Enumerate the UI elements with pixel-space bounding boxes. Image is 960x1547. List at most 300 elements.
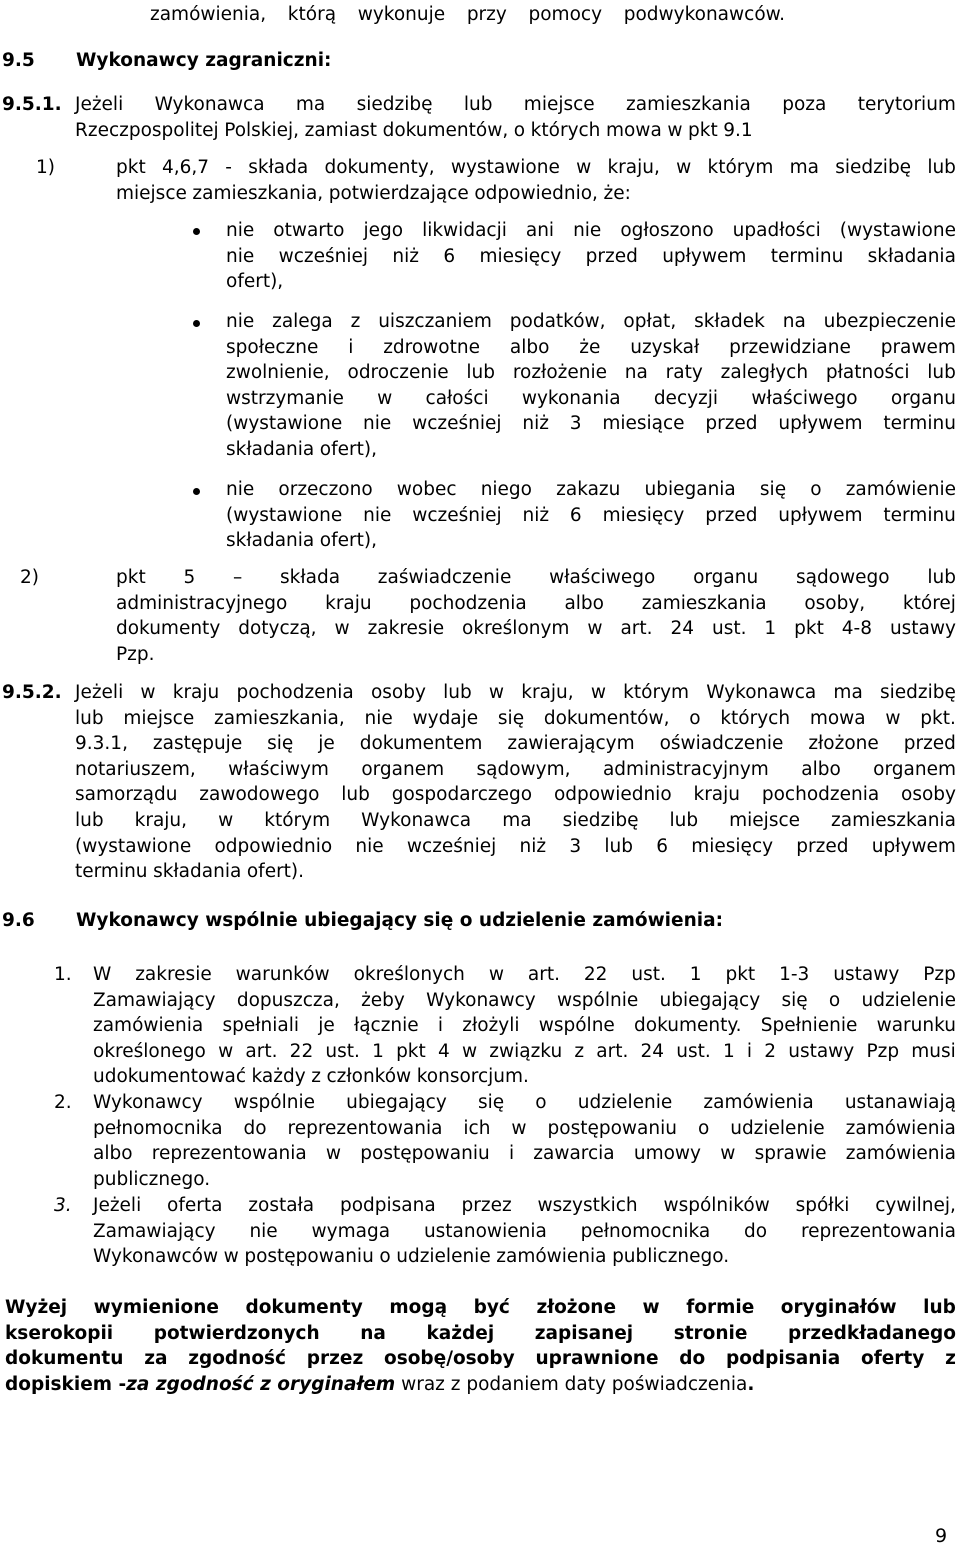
word: niego — [480, 479, 532, 500]
word: 2 — [764, 1040, 777, 1062]
word: wymaga — [311, 1220, 391, 1242]
word: o — [535, 1092, 547, 1113]
word: art. — [596, 1040, 629, 1062]
word: Zamawiający — [93, 1220, 216, 1242]
word: miesięcy — [479, 245, 562, 267]
word: łącznie — [353, 1015, 419, 1037]
word: pkt — [794, 618, 824, 639]
word: niż — [519, 835, 547, 857]
page-number: 9 — [935, 1525, 948, 1547]
word: się — [497, 707, 525, 729]
word: kraju, — [607, 157, 660, 178]
word: w — [511, 1117, 527, 1139]
bullet-icon — [193, 320, 200, 327]
word: przed — [903, 733, 956, 755]
word: lub — [341, 784, 370, 806]
list-item-number: 3. — [54, 1195, 72, 1216]
word: niż — [522, 413, 549, 434]
word: rozłożenie — [512, 362, 607, 383]
word: niż — [522, 504, 550, 526]
word: przed — [585, 245, 638, 267]
word: je — [318, 1015, 335, 1037]
word: odpowiednio — [553, 784, 672, 806]
word: pkt — [116, 157, 146, 178]
word: umowy — [633, 1143, 702, 1165]
word: lub — [443, 682, 472, 703]
word: samorządu — [75, 784, 178, 806]
word: wcześniej — [412, 504, 502, 526]
word: ich — [463, 1117, 491, 1139]
word: 6 — [656, 835, 668, 857]
word: żeby — [361, 989, 405, 1011]
word: upływem — [662, 245, 747, 267]
word: lub — [463, 94, 493, 115]
word: decyzji — [653, 387, 719, 409]
word: zamieszkania — [831, 810, 956, 831]
word: ustawy — [833, 964, 900, 985]
word: Wykonawców — [93, 1246, 219, 1268]
word: w — [223, 1246, 239, 1268]
list-item-line — [93, 1141, 956, 1167]
word: kraju, — [521, 682, 574, 703]
word: oświadczenie — [659, 733, 784, 755]
word: została — [248, 1195, 315, 1216]
word: przed — [705, 504, 758, 526]
word: postępowaniu — [244, 1246, 374, 1268]
word: Wyżej — [5, 1297, 68, 1318]
word: Spełnienie — [760, 1015, 858, 1037]
word: zamieszkania, — [192, 182, 324, 204]
word: dokumentu — [5, 1348, 124, 1370]
word: 1 — [372, 1040, 384, 1062]
word: którą — [287, 4, 337, 25]
word: 9.3.1, — [75, 733, 128, 755]
word: odpowiednio — [214, 835, 333, 857]
paragraph-9-5-2-line — [75, 808, 956, 834]
word: Zamawiający — [93, 989, 216, 1011]
word: organem — [361, 758, 445, 780]
word: ust. — [631, 964, 666, 985]
word: administracyjnym — [602, 758, 769, 780]
word: zamieszkania — [626, 94, 751, 115]
paragraph-9-5-1-line — [75, 118, 753, 144]
word: zamówienia — [496, 1246, 607, 1268]
word: osoby — [370, 682, 426, 703]
word: w — [218, 1040, 234, 1062]
word: członków — [326, 1066, 412, 1088]
word: udzielenie — [396, 1246, 491, 1268]
word: w — [676, 157, 692, 178]
word: zalega — [272, 311, 333, 332]
word: lub — [75, 707, 104, 729]
word: konsorcjum. — [416, 1066, 529, 1088]
word: których — [530, 119, 601, 141]
word: zwolnienie, — [226, 362, 330, 383]
word: składa — [248, 157, 309, 178]
word: lub — [604, 835, 633, 857]
word: w — [720, 1143, 736, 1165]
list-item-line — [93, 988, 956, 1014]
word: zakresie — [367, 618, 445, 639]
word: pomocy — [528, 4, 603, 25]
word: art. — [527, 964, 560, 985]
word: społeczne — [226, 336, 319, 358]
word: w — [488, 964, 504, 985]
word: nie — [364, 707, 393, 729]
word: 3 — [569, 413, 582, 434]
word: pochodzenia — [761, 784, 880, 806]
word: na — [360, 1322, 386, 1344]
word: do — [243, 1117, 267, 1139]
word: Jeżeli — [75, 94, 124, 115]
word: oferta — [167, 1195, 223, 1216]
word: Wykonawca — [154, 94, 265, 115]
word: siedzibę — [562, 810, 639, 831]
word: kraju — [325, 592, 372, 614]
word: poza — [782, 94, 827, 115]
word: nie — [226, 245, 255, 267]
bullet-item-3-line — [226, 477, 956, 503]
word: o — [513, 119, 526, 141]
word: w — [642, 1297, 660, 1318]
word: siedzibę — [879, 682, 956, 703]
word: 1 — [722, 1040, 735, 1062]
word: potwierdzające — [328, 182, 469, 204]
word: prawem — [880, 336, 956, 358]
word: składa — [280, 567, 341, 588]
word: lub — [927, 567, 956, 588]
word: albo — [509, 336, 550, 358]
word: zgodność — [188, 1348, 287, 1370]
closing-last-line — [5, 1372, 754, 1398]
bullet-item-2-line — [226, 335, 956, 361]
list-item-line — [93, 962, 956, 988]
word: wcześniej — [406, 835, 497, 857]
word: Wykonawca — [361, 810, 472, 831]
word: udzielenie — [730, 1117, 825, 1139]
word: pkt — [688, 119, 718, 141]
word: niż — [392, 245, 419, 267]
word: mowa — [809, 707, 866, 729]
word: na — [782, 311, 806, 332]
word: ani — [525, 220, 555, 241]
word: zamówienie — [845, 479, 956, 500]
word: miejsce — [729, 810, 801, 831]
word: Pzp. — [116, 643, 155, 665]
word: w — [334, 618, 350, 639]
word: dopuszcza, — [236, 989, 340, 1011]
word: do — [679, 1348, 706, 1370]
word: przed — [705, 413, 758, 434]
word: zapisanej — [534, 1322, 634, 1344]
paragraph-9-5-2-line — [75, 859, 304, 885]
word: ofert). — [246, 861, 305, 883]
word: 4,6,7 — [161, 157, 210, 178]
word: zamieszkania — [641, 592, 767, 614]
word: kraju, — [134, 810, 188, 831]
word: 4-8 — [841, 618, 872, 639]
word: Polskiej, — [224, 119, 300, 141]
word: lub — [466, 362, 496, 383]
word: spółki — [795, 1195, 850, 1216]
word: do — [744, 1220, 768, 1242]
word: Wykonawca — [706, 682, 817, 703]
word: ustawy — [788, 1040, 855, 1062]
word: Pzp — [923, 964, 956, 985]
word: odpowiednio, — [474, 182, 598, 204]
word: ustanowienia — [423, 1220, 547, 1242]
word: terminu — [883, 504, 956, 526]
word: przez — [461, 1195, 512, 1216]
word: ustanawiają — [844, 1092, 956, 1113]
word: cywilnej, — [875, 1195, 956, 1216]
word: podpisana — [339, 1195, 436, 1216]
word: (wystawione — [839, 220, 956, 241]
word: wszystkich — [537, 1195, 638, 1216]
word: art. — [245, 1040, 278, 1062]
list-item-number: 1. — [54, 964, 72, 985]
word: określonego — [93, 1040, 206, 1062]
word: wstrzymanie — [226, 387, 344, 409]
word: których — [720, 707, 791, 729]
word: składania — [226, 530, 315, 551]
word: zamówienia — [845, 1143, 956, 1165]
word: z — [945, 1348, 956, 1370]
word: albo — [801, 758, 841, 780]
word: nie — [355, 835, 384, 857]
word: że — [579, 336, 601, 358]
word: uprawnione — [535, 1348, 659, 1370]
word: ma — [789, 157, 819, 178]
word: spełniali — [222, 1015, 299, 1037]
bullet-item-2-line — [226, 360, 956, 386]
word: mogą — [389, 1297, 448, 1318]
word: w — [461, 1040, 478, 1062]
word: Rzeczpospolitej — [75, 119, 219, 141]
word: całości — [425, 387, 489, 409]
word: dokumentów, — [543, 707, 670, 729]
word: albo — [93, 1143, 133, 1165]
word: Wykonawcy — [426, 989, 536, 1011]
word: nie — [249, 1220, 278, 1242]
word: zamówienia — [703, 1092, 814, 1113]
word: lub — [75, 810, 104, 831]
word: wspólnie — [233, 1092, 315, 1113]
word: 9.1 — [723, 119, 753, 141]
bullet-icon — [193, 228, 200, 235]
section-9-6-title: Wykonawcy wspólnie ubiegający się o udzielenie zamówienia: — [76, 910, 723, 931]
word: pkt — [116, 567, 146, 588]
word: o — [810, 479, 822, 500]
word: Jeżeli — [75, 682, 124, 703]
paragraph-9-5-1-line — [75, 92, 956, 118]
bullet-icon — [193, 488, 200, 495]
word: zdrowotne — [383, 336, 480, 358]
list-item-line — [93, 1013, 956, 1039]
word: lub — [669, 810, 699, 831]
word: dokumenty. — [634, 1015, 742, 1037]
word: dokumentów, — [382, 119, 509, 141]
word: złożyli — [462, 1015, 520, 1037]
word: każdy — [251, 1066, 306, 1088]
word: płatności — [825, 362, 910, 383]
word: ustawy — [889, 618, 956, 639]
paragraph-9-5-2-line — [75, 706, 956, 732]
word: formie — [686, 1297, 755, 1318]
word: właściwego — [549, 567, 656, 588]
word: odroczenie — [347, 362, 449, 383]
word: każdej — [426, 1322, 495, 1344]
word: miejsce — [116, 182, 187, 204]
word: zawodowego — [199, 784, 320, 806]
word: Pzp — [866, 1040, 900, 1062]
word: miejsce — [123, 707, 195, 729]
word: zawarcia — [533, 1143, 615, 1165]
word: postępowaniu — [360, 1143, 490, 1165]
word: ubiegania — [644, 479, 736, 500]
word: osoby — [901, 784, 956, 806]
word: ust. — [711, 618, 747, 639]
word: zamówienia, — [150, 4, 267, 25]
word: miesięcy — [602, 504, 685, 526]
word: ubiegający — [346, 1092, 447, 1113]
paragraph-9-5-2-line — [75, 731, 956, 757]
word: wykonania — [521, 387, 621, 409]
word: i — [746, 1040, 753, 1062]
word: (wystawione — [226, 413, 343, 434]
word: i — [508, 1143, 515, 1165]
word: lub — [927, 157, 956, 178]
word: w — [587, 618, 603, 639]
word: lub — [923, 1297, 956, 1318]
word: osobę/osoby — [383, 1348, 515, 1370]
word: organem — [873, 758, 956, 780]
word: zawierającym — [507, 733, 635, 755]
word: jego — [363, 220, 404, 241]
word: zamówienia — [845, 1117, 956, 1139]
word: podwykonawców. — [623, 4, 785, 25]
word: którym — [707, 157, 774, 178]
word: upływem — [778, 504, 863, 526]
closing-paragraph-line — [5, 1346, 956, 1372]
word: składania — [867, 245, 956, 267]
word: udzielenie — [861, 989, 956, 1011]
word: na — [624, 362, 648, 383]
paragraph-9-5-1-number: 9.5.1. — [2, 94, 62, 115]
list-item-line — [93, 1167, 210, 1193]
list-item-line — [93, 1039, 956, 1065]
word: art. — [620, 618, 653, 639]
word: wspólników — [663, 1195, 770, 1216]
word: ma — [295, 94, 326, 115]
word: je — [318, 733, 335, 755]
list-item-line — [93, 1116, 956, 1142]
section-9-5-number: 9.5 — [2, 50, 35, 71]
word: o — [828, 989, 841, 1011]
word: raty — [665, 362, 703, 383]
word: ma — [833, 682, 863, 703]
word: lub — [927, 362, 956, 383]
word: określonych — [353, 964, 465, 985]
word: mowa — [605, 119, 662, 141]
item-1-text-line — [116, 181, 631, 207]
word: którym — [623, 682, 690, 703]
word: w — [667, 119, 683, 141]
item-2-number: 2) — [20, 567, 39, 588]
word: 24 — [640, 1040, 665, 1062]
word: pkt — [725, 964, 756, 985]
word: zastępuje — [152, 733, 243, 755]
word: pochodzenia — [409, 592, 527, 614]
word: organu — [693, 567, 759, 588]
word: nie — [226, 479, 255, 500]
paragraph-9-5-2-number: 9.5.2. — [2, 682, 62, 703]
closing-normal-text: wraz z podaniem daty poświadczenia — [395, 1374, 748, 1395]
word: przy — [466, 4, 507, 25]
word: 1-3 — [779, 964, 810, 985]
item-1-text-line — [116, 155, 956, 181]
closing-bold-text: dopiskiem - — [5, 1374, 127, 1395]
word: warunku — [876, 1015, 956, 1037]
word: określonym — [462, 618, 570, 639]
word: pełnomocnika — [93, 1117, 223, 1139]
word: pkt. — [920, 707, 956, 729]
word: 22 — [289, 1040, 314, 1062]
word: ubiegający — [659, 989, 761, 1011]
word: uzyskał — [630, 336, 700, 358]
word: złożone — [808, 733, 879, 755]
word: W — [93, 964, 112, 985]
word: kraju — [172, 682, 220, 703]
word: nie — [226, 311, 255, 332]
word: sprawie — [754, 1143, 827, 1165]
bullet-item-2-line — [226, 386, 956, 412]
word: przewidziane — [729, 336, 851, 358]
word: wcześniej — [412, 413, 502, 434]
word: 4 — [437, 1040, 450, 1062]
word: której — [902, 592, 956, 614]
paragraph-9-5-2-line — [75, 757, 956, 783]
word: pkt — [396, 1040, 426, 1062]
word: nie — [573, 220, 602, 241]
word: zakresie — [135, 964, 212, 985]
word: kraju — [693, 784, 741, 806]
word: administracyjnego — [116, 592, 288, 614]
word: się — [781, 989, 808, 1011]
closing-paragraph-line — [5, 1321, 956, 1347]
word: się — [477, 1092, 505, 1113]
word: 3 — [569, 835, 582, 857]
word: 24 — [670, 618, 695, 639]
word: otwarto — [273, 220, 345, 241]
word: wobec — [396, 479, 457, 500]
word: terytorium — [857, 94, 956, 115]
word: o — [379, 1246, 391, 1268]
word: miesięcy — [691, 835, 774, 857]
word: warunków — [235, 964, 330, 985]
word: siedzibę — [356, 94, 433, 115]
paragraph-9-5-2-line — [75, 834, 956, 860]
word: 22 — [583, 964, 608, 985]
word: 6 — [569, 504, 582, 526]
word: wykonuje — [357, 4, 446, 25]
word: oryginałów — [780, 1297, 897, 1318]
word: składania — [226, 438, 315, 460]
word: zamiast — [304, 119, 378, 141]
word: związku — [489, 1040, 563, 1062]
word: publicznego. — [612, 1246, 730, 1268]
word: upadłości — [732, 220, 821, 241]
